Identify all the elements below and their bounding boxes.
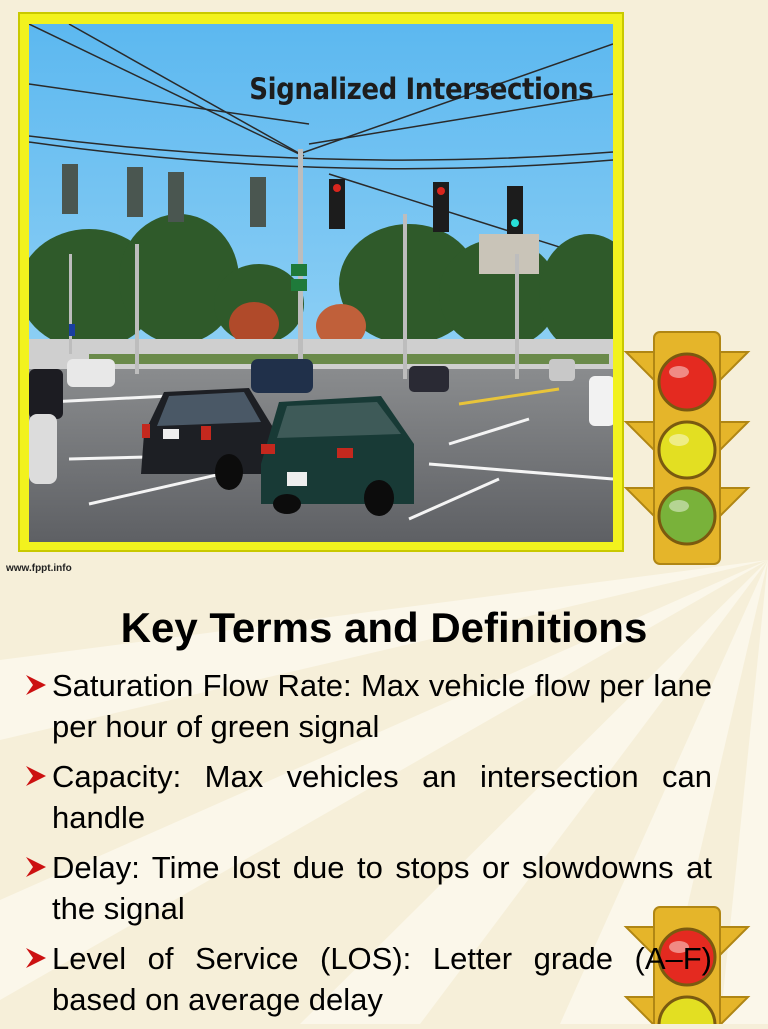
bullet-arrow-icon <box>24 855 48 879</box>
photo-title: Signalized Intersections <box>249 72 594 106</box>
term-text: Level of Service (LOS): Letter grade (A–F) based on average delay <box>52 941 712 1017</box>
term-text: Capacity: Max vehicles an intersection can handle <box>52 759 712 835</box>
term-text: Delay: Time lost due to stops or slowdowns at the signal <box>52 850 712 926</box>
website-credit: www.fppt.info <box>6 563 72 574</box>
term-item <box>22 756 712 838</box>
term-item <box>22 938 712 1020</box>
term-item <box>22 665 712 747</box>
bullet-arrow-icon <box>24 764 48 788</box>
bullet-arrow-icon <box>24 946 48 970</box>
term-text: Saturation Flow Rate: Max vehicle flow per lane per hour of green signal <box>52 668 712 744</box>
bullet-arrow-icon <box>24 673 48 697</box>
traffic-light-icon <box>622 330 752 568</box>
slide-heading: Key Terms and Definitions <box>120 604 648 651</box>
term-item <box>22 847 712 929</box>
intersection-photo <box>29 24 613 542</box>
terms-list <box>22 665 712 1029</box>
